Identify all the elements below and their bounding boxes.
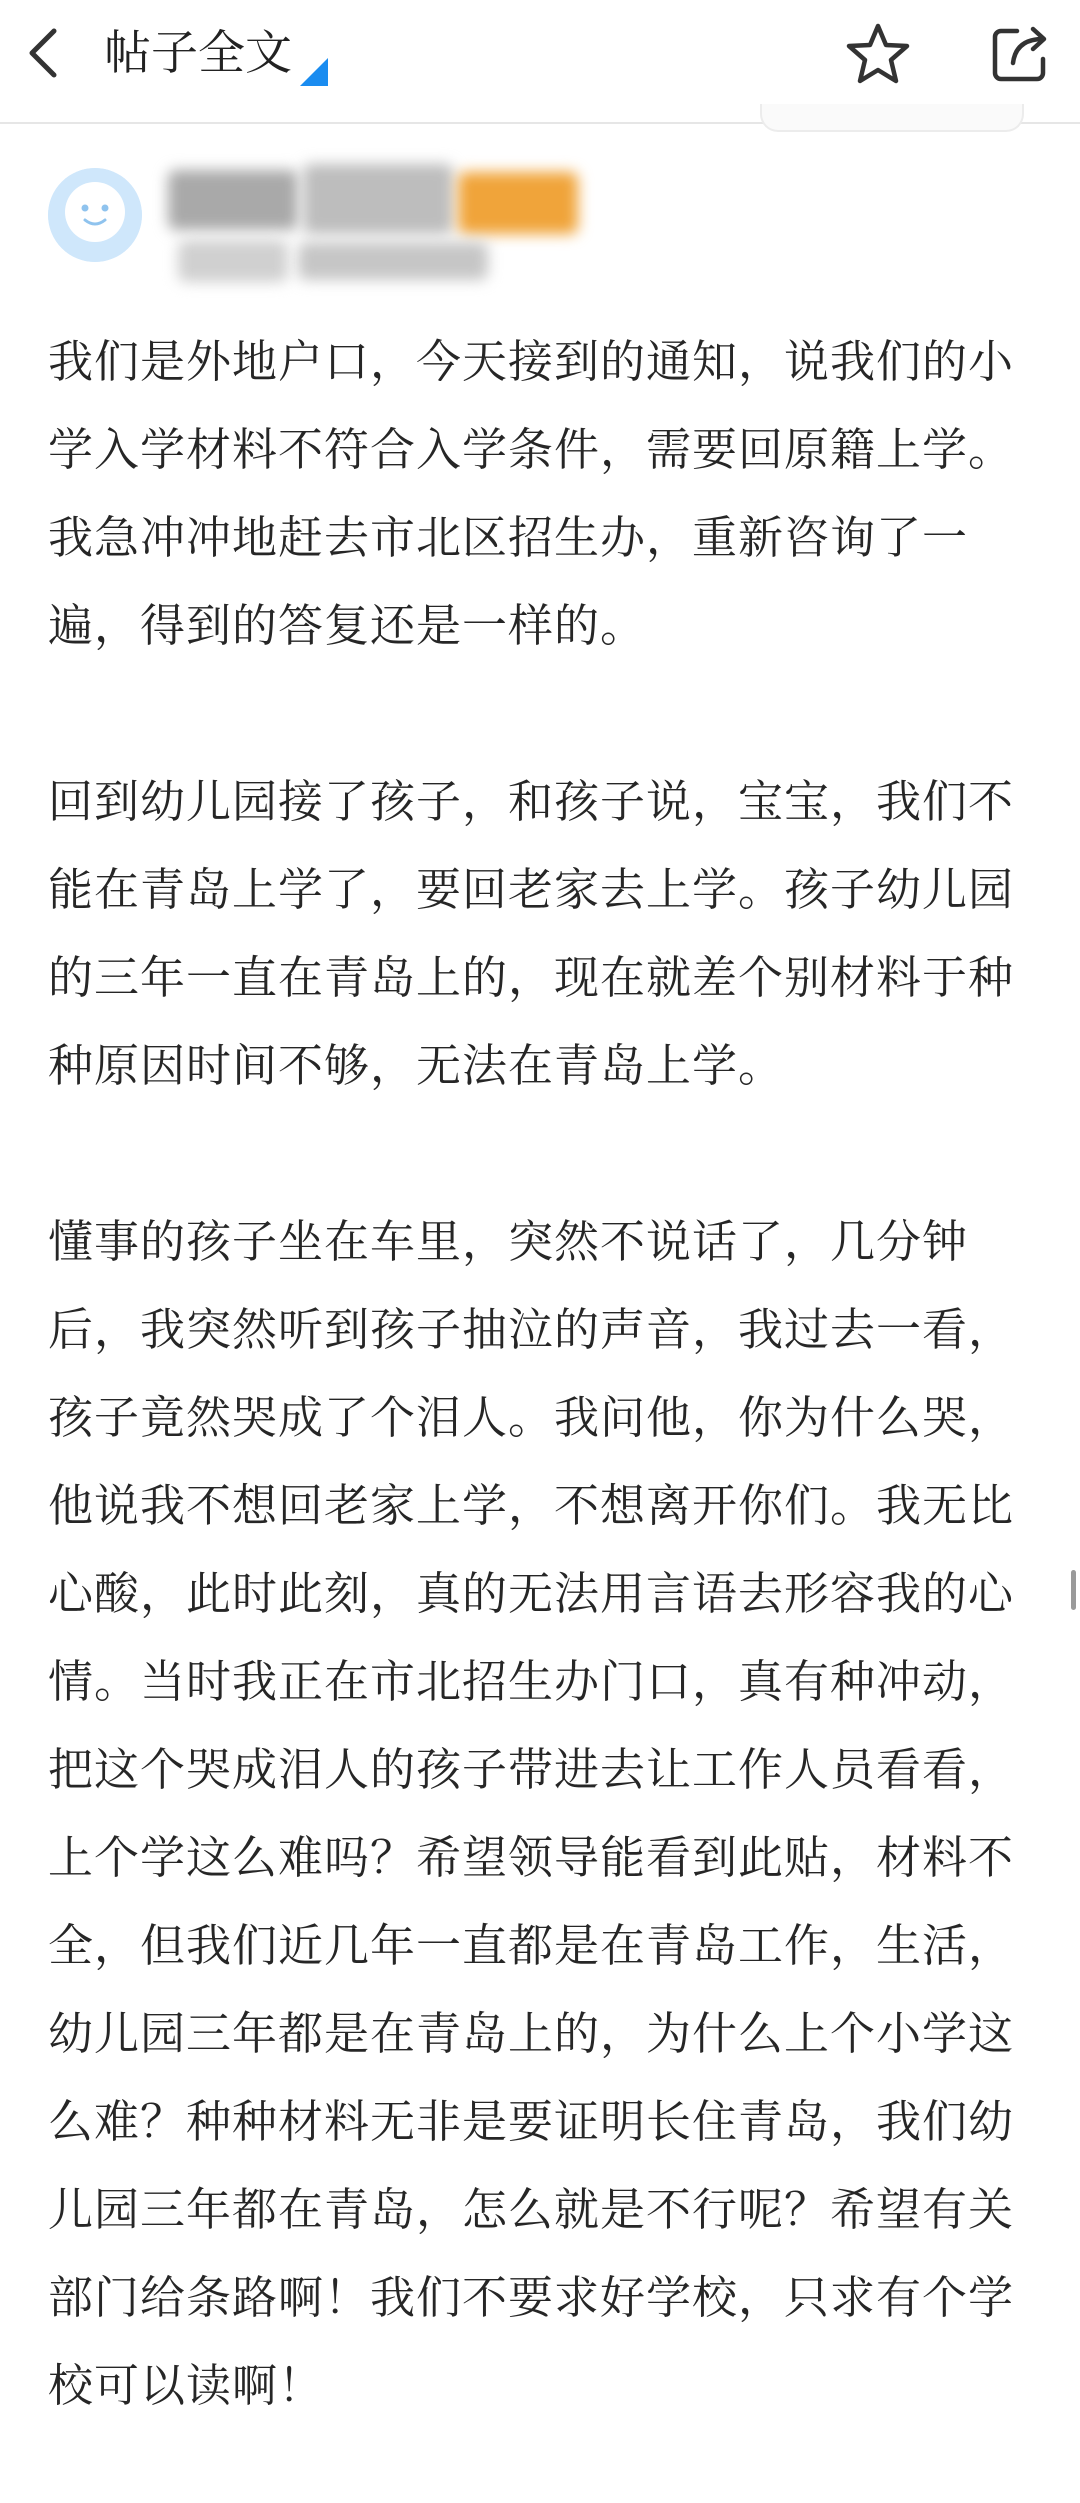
author-name-redacted <box>168 170 298 230</box>
post-body <box>48 318 1033 2430</box>
favorite-button[interactable] <box>842 18 914 90</box>
page-title: 帖子全文 <box>104 26 292 81</box>
post-paragraph: 回到幼儿园接了孩子，和孩子说，宝宝，我们不能在青岛上学了，要回老家去上学。孩子幼儿园的三年一直在青岛上的，现在就差个别材料于种种原因时间不够，无法在青岛上学。 <box>48 775 1015 1092</box>
author-meta-redacted <box>178 240 288 282</box>
author-name-redacted <box>303 164 453 234</box>
post-paragraph: 懂事的孩子坐在车里，突然不说话了，几分钟后，我突然听到孩子抽泣的声音，我过去一看，孩子竟然哭成了个泪人。我问他，你为什么哭，他说我不想回老家上学，不想离开你们。我无比心酸，此时此刻，真的无法用言语去形容我的心情。当时我正在市北招生办门口，真有种冲动，把这个哭成泪人的孩子带进去让工作人员看看，上个学这么难吗？希望领导能看到此贴，材料不全，但我们近几年一直都是在青岛工作，生活，幼儿园三年都是在青岛上的，为什么上个小学这么难？种种材料无非是要证明长住青岛，我们幼儿园三年都在青岛，怎么就是不行呢？希望有关部门给条路啊！我们不要求好学校，只求有个学校可以读啊！ <box>48 1215 1015 2412</box>
post-paragraph: 我们是外地户口，今天接到的通知，说我们的小学入学材料不符合入学条件，需要回原籍上学。我急冲冲地赶去市北区招生办，重新咨询了一遍，得到的答复还是一样的。 <box>48 335 1015 652</box>
author-meta-redacted <box>298 242 488 280</box>
author-info <box>48 150 608 290</box>
title-corner-mark <box>300 58 328 86</box>
share-button[interactable] <box>984 18 1056 90</box>
author-level-badge-redacted <box>458 172 578 234</box>
pull-down-hint-tab <box>760 104 1024 132</box>
share-arrow-icon <box>987 21 1053 87</box>
scrollbar-thumb[interactable] <box>1071 1570 1076 1610</box>
star-outline-icon <box>845 21 911 87</box>
chevron-left-icon <box>24 25 64 81</box>
avatar[interactable] <box>48 168 142 262</box>
default-avatar-icon <box>48 168 142 262</box>
back-button[interactable] <box>14 18 74 88</box>
